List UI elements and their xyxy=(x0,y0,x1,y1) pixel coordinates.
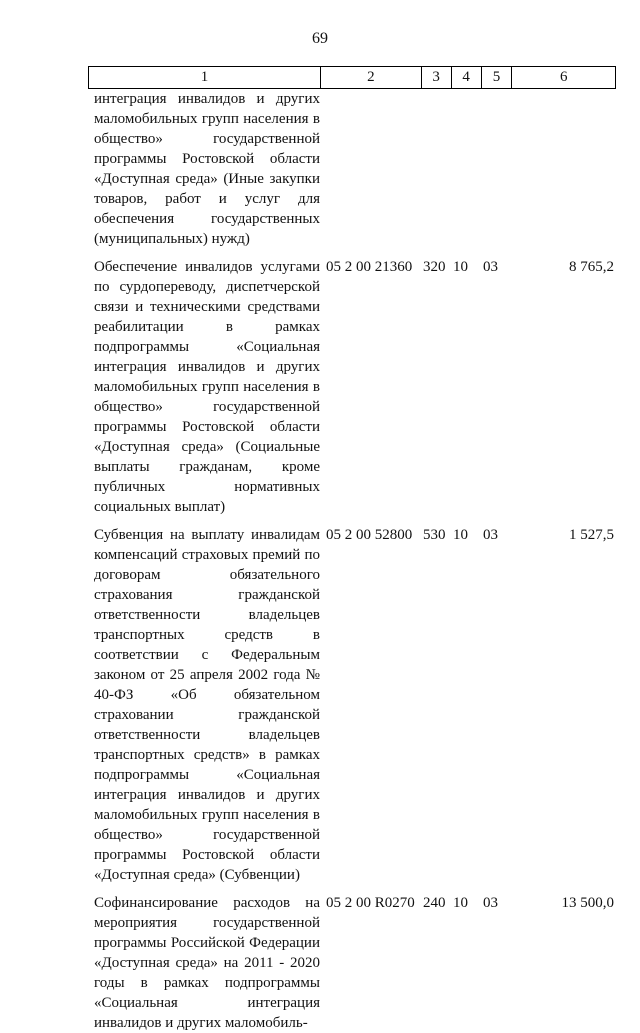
row-expense-type: 240 xyxy=(423,895,446,911)
row-amount: 8 765,2 xyxy=(569,259,614,275)
table-row xyxy=(88,89,616,249)
row-description: интеграция инвалидов и других маломобильных групп населения в общество» государственной программы Ростовской области «Доступная среда» (Иные закупки товаров, работ и услуг для обеспечения государственных (муниципальных) нужд) xyxy=(94,91,320,247)
table-row xyxy=(88,257,616,517)
header-col-3: 3 xyxy=(422,67,452,88)
row-section: 10 xyxy=(453,259,468,275)
row-target-code: 05 2 00 21360 xyxy=(326,259,413,275)
row-subsection: 03 xyxy=(483,527,498,543)
row-target-code: 05 2 00 52800 xyxy=(326,527,413,543)
row-section: 10 xyxy=(453,895,468,911)
row-subsection: 03 xyxy=(483,259,498,275)
table-body xyxy=(88,89,616,1033)
header-col-5: 5 xyxy=(482,67,513,88)
table-row xyxy=(88,893,616,1033)
row-target-code: 05 2 00 R0270 xyxy=(326,895,415,911)
header-col-6: 6 xyxy=(559,69,568,85)
row-expense-type: 320 xyxy=(423,259,446,275)
page-number: 69 xyxy=(312,30,328,47)
table-row xyxy=(88,525,616,885)
header-col-2: 2 xyxy=(321,67,422,88)
row-description: Субвенция на выплату инвалидам компенсаций страховых премий по договорам обязательного страхования гражданской ответственности владельцев транспортных средств в соответствии с Федеральным законом от 25 апреля 2002 года № 40-ФЗ «Об обязательном страховании гражданской ответственности владельцев транспортных средств» в рамках подпрограммы «Социальная интеграция инвалидов и других маломобильных групп населения в общество» государственной программы Ростовской области «Доступная среда» (Субвенции) xyxy=(94,527,320,883)
row-amount: 1 527,5 xyxy=(569,527,614,543)
row-subsection: 03 xyxy=(483,895,498,911)
row-description: Обеспечение инвалидов услугами по сурдопереводу, диспетчерской связи и техническими средствами реабилитации в рамках подпрограммы «Социальная интеграция инвалидов и других маломобильных групп населения в общество» государственной программы Ростовской области «Доступная среда» (Социальные выплаты гражданам, кроме публичных нормативных социальных выплат) xyxy=(94,259,320,515)
row-description: Софинансирование расходов на мероприятия государственной программы Российской Федерации «Доступная среда» на 2011 - 2020 годы в рамках подпрограммы «Социальная интеграция инвалидов и других маломобиль- xyxy=(94,895,320,1031)
row-expense-type: 530 xyxy=(423,527,446,543)
row-section: 10 xyxy=(453,527,468,543)
header-col-1: 1 xyxy=(89,67,321,88)
header-col-4: 4 xyxy=(452,67,482,88)
row-amount: 13 500,0 xyxy=(561,895,614,911)
table-header xyxy=(88,66,616,89)
